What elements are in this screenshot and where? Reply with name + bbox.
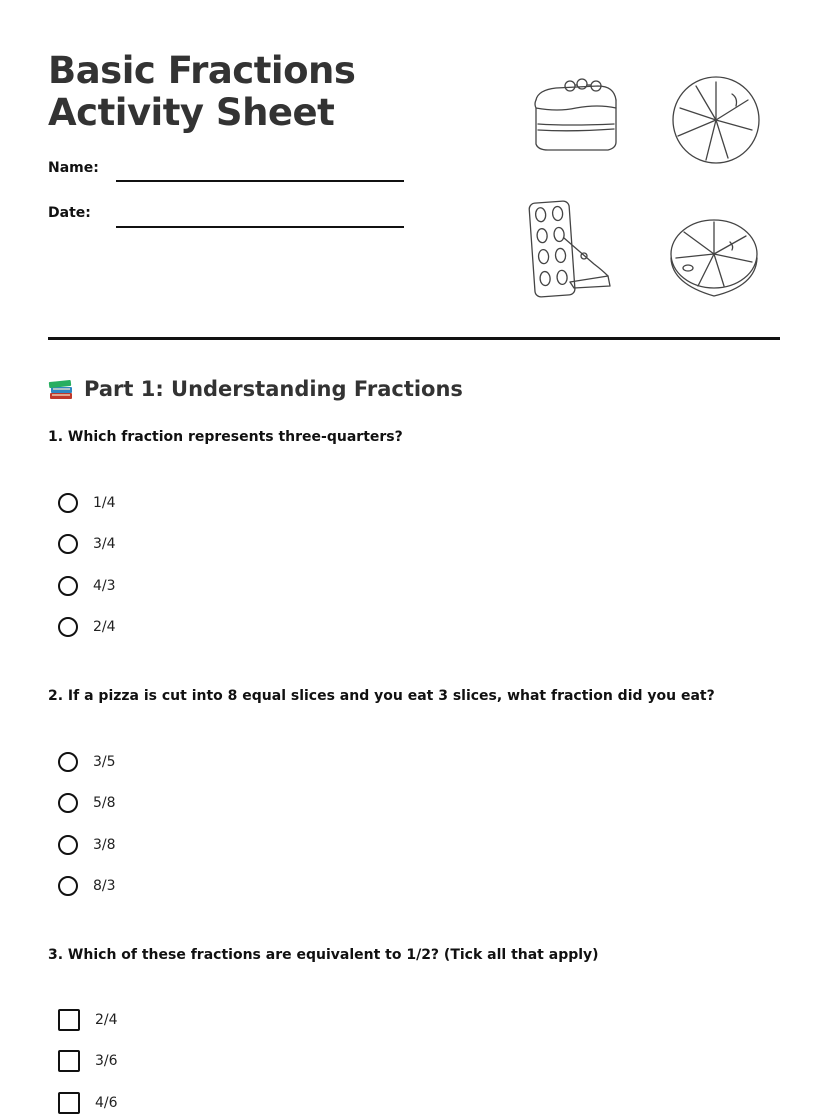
checkbox[interactable] [58,1009,80,1031]
option-label: 3/6 [95,1053,118,1069]
radio-button[interactable] [58,793,78,813]
q2-option-1[interactable] [58,750,116,774]
option-label: 3/4 [93,536,116,552]
q3-option-3[interactable] [58,1091,118,1115]
question-3: 3. Which of these fractions are equivalent to 1/2? (Tick all that apply) [48,947,599,963]
option-label: 1/4 [93,495,116,511]
option-label: 8/3 [93,878,116,894]
q1-option-1[interactable] [58,491,116,515]
date-field[interactable] [116,226,404,228]
option-label: 4/3 [93,578,116,594]
q1-option-3[interactable] [58,574,116,598]
option-label: 3/5 [93,754,116,770]
name-label: Name: [48,160,99,176]
section-header [48,374,463,404]
sliced-pizza-icon [668,214,760,304]
checkbox[interactable] [58,1092,80,1114]
page-title: Basic Fractions Activity Sheet [48,49,356,134]
radio-button[interactable] [58,617,78,637]
q2-option-3[interactable] [58,833,116,857]
q1-option-2[interactable] [58,532,116,556]
q2-option-2[interactable] [58,791,116,815]
checkbox[interactable] [58,1050,80,1072]
radio-button[interactable] [58,876,78,896]
section-title: Part 1: Understanding Fractions [84,377,463,401]
q2-option-4[interactable] [58,874,116,898]
radio-button[interactable] [58,576,78,596]
option-label: 2/4 [95,1012,118,1028]
radio-button[interactable] [58,493,78,513]
radio-button[interactable] [58,835,78,855]
q3-option-2[interactable] [58,1049,118,1073]
q1-option-4[interactable] [58,615,116,639]
radio-button[interactable] [58,752,78,772]
option-label: 3/8 [93,837,116,853]
chocolate-cheese-icon [524,198,616,300]
header-divider [48,337,780,340]
date-label: Date: [48,205,91,221]
q3-option-1[interactable] [58,1008,118,1032]
radio-button[interactable] [58,534,78,554]
pie-wheel-icon [668,74,764,166]
option-label: 4/6 [95,1095,118,1111]
cake-icon [528,74,624,156]
question-1: 1. Which fraction represents three-quarters? [48,429,403,445]
option-label: 2/4 [93,619,116,635]
option-label: 5/8 [93,795,116,811]
question-2: 2. If a pizza is cut into 8 equal slices and you eat 3 slices, what fraction did you eat? [48,688,715,704]
books-icon [48,376,74,402]
name-field[interactable] [116,180,404,182]
